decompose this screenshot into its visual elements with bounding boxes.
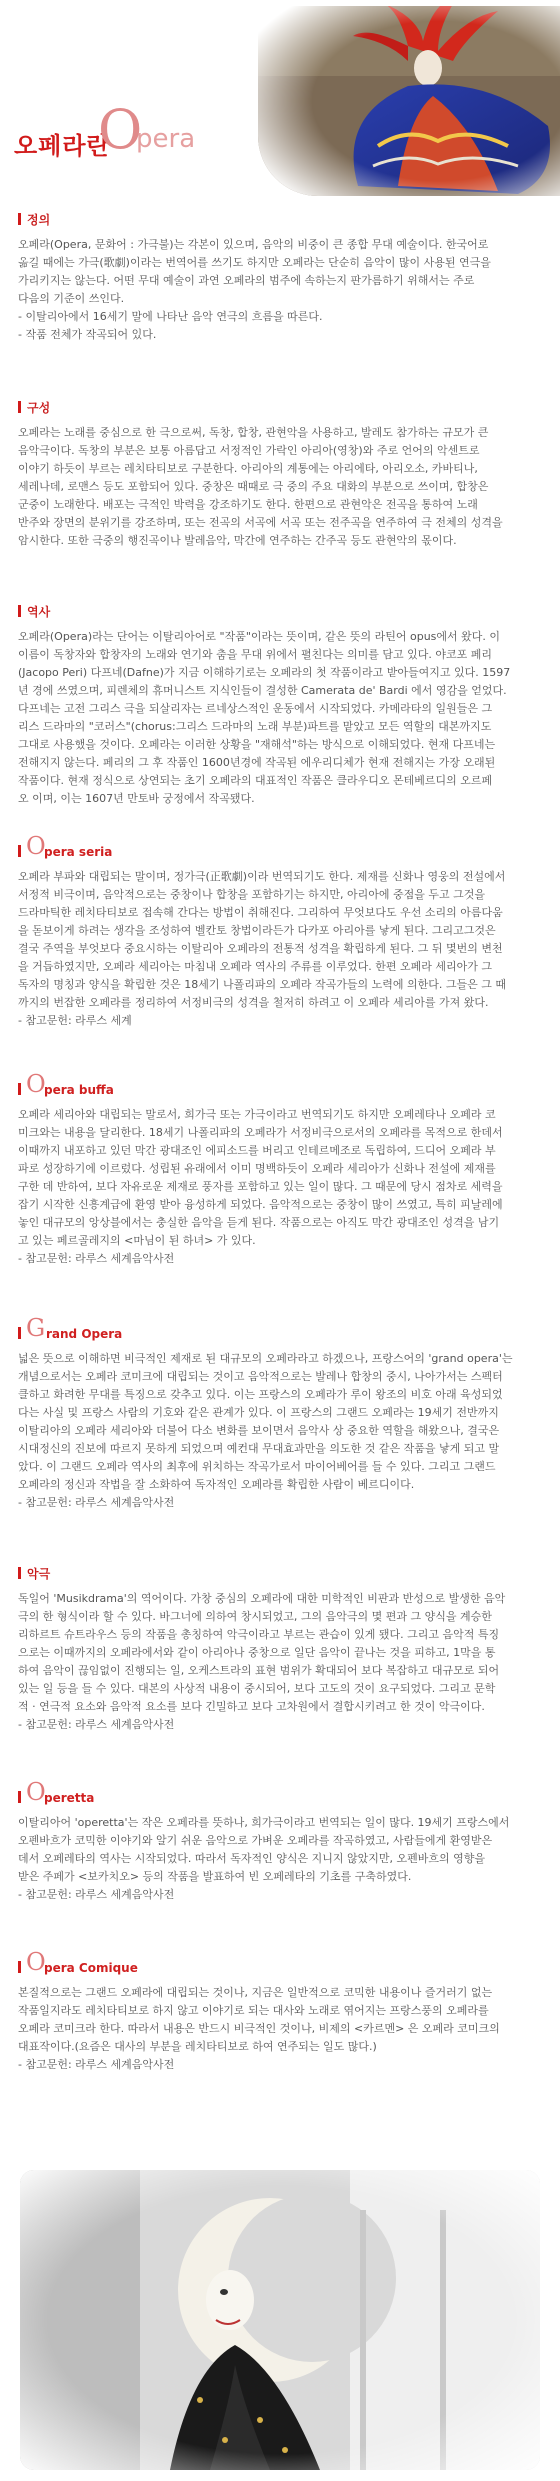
title-big-letter: O xyxy=(98,98,143,161)
section-title-rest: rand Opera xyxy=(46,1327,123,1341)
section-heading xyxy=(18,1948,544,1978)
section-title-rest: peretta xyxy=(44,1791,95,1805)
section-title: 정의 xyxy=(27,213,51,227)
section-musikdrama xyxy=(18,1562,544,1734)
bullet-marker xyxy=(18,401,21,413)
section-heading xyxy=(18,1778,544,1808)
section-opera-comique xyxy=(18,1948,544,2074)
section-title-big-letter: G xyxy=(26,1314,46,1342)
moon-mask-photo xyxy=(20,2170,540,2470)
bullet-marker xyxy=(18,845,21,857)
section-operetta xyxy=(18,1778,544,1904)
section-body: 오페라 부파와 대립되는 말이며, 정가극(正歌劇)이라 번역되기도 한다. 제재를 신화나 영웅의 전설에서 서정적 비극이며, 음악적으로는 중창이나 합창을 포함하기는 하지만, 아리아에 중점을 두고 그것을 드라마틱한 레치타티보로 접속해 간다는 방법이 취해진다. 그리하여 무엇보다도 우선 소리의 아름다움 을 돋보이게 하려는 생각을 조성하여 벨칸토 창법이라든가 다카포 아리아를 낳게 된다. 그리고그것은 결국 주역을 부엇보다 중요시하는 이탈리아 오페라의 전통적 성격을 확립하게 된다. 그 뒤 몇번의 변천 을 거듭하였지만, 오페라 세리아는 마침내 오페라 역사의 주류를 이루었다. 한편 오페라 세리아가 그 독자의 명칭과 양식을 확립한 것은 18세기 나폴리파의 오페라 작곡가들의 노력에 의한다. 그들은 그 때 까지의 번잡한 오페라를 정리하여 서정비극의 성격을 철저히 하려고 이 오페라 세리아를 가져 왔다. - 참고문헌: 라루스 세계 xyxy=(18,870,506,1027)
section-title-rest: pera Comique xyxy=(44,1961,138,1975)
section-body: 오페라(Opera, 문화어 : 가극불)는 각본이 있으며, 음악의 비중이 큰 종합 무대 예술이다. 한국어로 옮길 때에는 가극(歌劇)이라는 번역어를 쓰기도 하지만 오페라는 단순히 음악이 많이 사용된 연극을 가리키지는 않는다. 어떤 무대 예술이 과연 오페라의 범주에 속하는지 판가름하기 위해서는 주로 다음의 기준이 쓰인다. - 이탈리아에서 16세기 말에 나타난 음악 연극의 흐름을 따른다. - 작품 전체가 작곡되어 있다. xyxy=(18,238,491,341)
section-body: 오페라 세리아와 대립되는 말로서, 희가극 또는 가극이라고 번역되기도 하지만 오페레타나 오페라 코 미크와는 내용을 달리한다. 18세기 나폴리파의 오페라가 서정비극으로서의 오페라를 목적으로 한데서 이때까지 내포하고 있던 막간 광대조인 에피소드를 버리고 인테르메조로 독립하여, 드디어 오페라 부 파로 성장하기에 이르렀다. 성립된 유래에서 이미 명백하듯이 오페라 세리아가 신화나 전설에 제재를 구한 데 반하여, 보다 자유로운 제재로 풍자를 포함하고 있는 일이 많다. 그 때문에 당시 점차로 세력을 잡기 시작한 신흥계급에 환영 받아 융성하게 되었다. 음악적으로는 중창이 많이 쓰였고, 특히 피날레에 놓인 대규모의 앙상블에서는 충실한 음악을 듣게 된다. 작품으로는 아직도 막간 광대조인 성격을 남기 고 있는 페르골레지의 <마님이 된 하녀> 가 있다. - 참고문헌: 라루스 세계음악사전 xyxy=(18,1108,503,1265)
section-title: 악극 xyxy=(27,1567,51,1581)
section-body: 이탈리아어 'operetta'는 작은 오페라를 뜻하나, 희가극이라고 번역되는 일이 많다. 19세기 프랑스에서 오펜바흐가 코믹한 이야기와 알기 쉬운 음악으로 가벼운 오페라를 작곡하였고, 사람들에게 환영받은 데서 오페레타의 역사는 시작되었다. 따라서 독자적인 양식은 지니지 않았지만, 오펜바흐의 영향을 받은 주페가 <보카치오> 등의 작품을 발표하여 빈 오페레타의 기초를 구축하였다. - 참고문헌: 라루스 세계음악사전 xyxy=(18,1816,510,1901)
section-title: 구성 xyxy=(27,401,51,415)
section-heading xyxy=(18,1562,544,1584)
section-composition xyxy=(18,396,544,550)
section-body: 넓은 뜻으로 이해하면 비극적인 제재로 된 대규모의 오페라라고 하겠으나, 프랑스어의 'grand opera'는 개념으로서는 오페라 코미크에 대립되는 것이고 음악적으로는 발레나 합창의 중시, 나아가서는 스펙터 클하고 화려한 무대를 특징으로 갖추고 있다. 이는 프랑스의 오페라가 루이 왕조의 비호 아래 육성되었 다는 사실 및 프랑스 사람의 기호와 같은 관계가 있다. 이 프랑스의 그랜드 오페라는 19세기 전반까지 이탈리아의 오페라 세리아와 더불어 다소 변화를 보이면서 음악사 상 중요한 역할을 해왔으나, 결국은 시대정신의 진보에 따르지 못하게 되었으며 예컨대 무대효과만을 의도한 것 같은 작품을 낳게 되고 말 았다. 이 그랜드 오페라 역사의 최후에 위치하는 작곡가로서 마이어베어를 들 수 있다. 그리고 그랜드 오페라의 정신과 작법을 잘 소화하여 독자적인 오페라를 확립한 사람이 베르디이다. - 참고문헌: 라루스 세계음악사전 xyxy=(18,1352,513,1509)
bullet-marker xyxy=(18,605,21,617)
title-korean: 오페라란 xyxy=(14,132,111,160)
bullet-marker xyxy=(18,1083,21,1095)
section-opera-buffa xyxy=(18,1070,544,1268)
section-body: 오페라는 노래를 중심으로 한 극으로써, 독창, 합창, 관현악을 사용하고, 발레도 참가하는 규모가 큰 음악극이다. 독창의 부분은 보통 아름답고 서정적인 가락인 아리아(영창)와 주로 언어의 악센트로 이야기 하듯이 부르는 레치타티보로 구분한다. 아리아의 계통에는 아리에타, 아리오소, 카바티나, 세레나데, 로맨스 등도 포함되어 있다. 중창은 때때로 극 중의 주요 대화의 부분으로 쓰이며, 합창은 군중이 노래한다. 배포는 극적인 박력을 강조하기도 한다. 한편으로 관현악은 전곡을 통하여 노래 반주와 장면의 분위기를 강조하며, 또는 전곡의 서곡에 서곡 또는 전주곡을 연주하여 극 전체의 성격을 암시한다. 또한 극중의 행진곡이나 발레음악, 막간에 연주하는 간주곡 등도 관현악의 몫이다. xyxy=(18,426,503,547)
section-heading xyxy=(18,1070,544,1100)
section-body: 오페라(Opera)라는 단어는 이탈리아어로 "작품"이라는 뜻이며, 같은 뜻의 라틴어 opus에서 왔다. 이 이름이 독창자와 합창자의 노래와 연기와 춤을 무대 위에서 펼친다는 의미를 담고 있다. 야코포 페리 (Jacopo Peri) 다프네(Dafne)가 지금 이해하기로는 오페라의 첫 작품이라고 받아들여지고 있다. 1597 년 경에 쓰였으며, 피렌체의 휴머니스트 지식인들이 결성한 Camerata de' Bardi 에서 영감을 얻었다. 다프네는 고전 그리스 극을 되살리자는 르네상스적인 운동에서 시작되었다. 카메라타의 일원들은 그 리스 드라마의 "코러스"(chorus:그리스 드라마의 노래 부분)파트를 맡았고 모든 역할의 대본까지도 그대로 사용했을 것이다. 오페라는 이러한 상황을 "재해석"하는 방식으로 이해되었다. 현재 다프네는 전해지지 않는다. 페리의 그 후 작품인 1600년경에 작곡된 에우리디체가 현재 전해지는 가장 오래된 작품이다. 현재 정식으로 상연되는 초기 오페라의 대표적인 작품은 클라우디오 몬테베르디의 오르페 오 이며, 이는 1607년 만토바 궁정에서 작곡됐다. xyxy=(18,630,511,805)
section-heading xyxy=(18,1314,544,1344)
section-heading xyxy=(18,208,544,230)
bullet-marker xyxy=(18,1327,21,1339)
section-title-rest: pera buffa xyxy=(44,1083,114,1097)
bullet-marker xyxy=(18,213,21,225)
section-heading xyxy=(18,832,544,862)
bullet-marker xyxy=(18,1791,21,1803)
section-title-big-letter: O xyxy=(26,1778,46,1806)
title-latin-rest: pera xyxy=(136,124,196,154)
section-definition xyxy=(18,208,544,344)
section-body: 본질적으로는 그랜드 오페라에 대립되는 것이나, 지금은 일반적으로 코믹한 내용이나 즐거러기 없는 작품일지라도 레치타티보로 하지 않고 이야기로 되는 대사와 노래로 엮어지는 프랑스풍의 오페라를 오페라 코미크라 한다. 따라서 내용은 반드시 비극적인 것이나, 비제의 <카르멘> 은 오페라 코미크의 대표작이다.(요즘은 대사의 부분을 레치타티보로 하여 연주되는 일도 많다.) - 참고문헌: 라루스 세계음악사전 xyxy=(18,1986,500,2071)
section-body: 독일어 'Musikdrama'의 역어이다. 가창 중심의 오페라에 대한 미학적인 비판과 반성으로 발생한 음악 극의 한 형식이라 할 수 있다. 바그너에 의하여 창시되었고, 그의 음악극의 몇 편과 그 양식을 계승한 리하르트 슈트라우스 등의 작품을 총칭하여 악극이라고 부르는 관습이 있게 됐다. 그리고 음악적 특징 으로는 이때까지의 오페라에서와 같이 아리아나 중창으로 일단 음악이 끝나는 것을 피하고, 1막을 통 하여 음악이 끊임없이 진행되는 일, 오케스트라의 표현 범위가 확대되어 보다 복잡하고 대규모로 되어 있는 일 등을 들 수 있다. 대본의 사상적 내용이 중시되어, 보다 고도의 것이 요구되었다. 그리고 문학 적 · 연극적 요소와 음악적 요소를 보다 긴밀하고 보다 고차원에서 결합시키려고 한 것이 악극이다. - 참고문헌: 라루스 세계음악사전 xyxy=(18,1592,506,1731)
section-heading xyxy=(18,396,544,418)
carnival-costume-photo xyxy=(258,6,560,196)
section-heading xyxy=(18,600,544,622)
section-title: 역사 xyxy=(27,605,51,619)
bullet-marker xyxy=(18,1961,21,1973)
section-title-big-letter: O xyxy=(26,832,46,860)
section-title-big-letter: O xyxy=(26,1948,46,1976)
page-title xyxy=(14,98,274,166)
bullet-marker xyxy=(18,1567,21,1579)
section-opera-seria xyxy=(18,832,544,1030)
section-title-big-letter: O xyxy=(26,1070,46,1098)
section-grand-opera xyxy=(18,1314,544,1512)
header xyxy=(0,0,560,200)
section-title-rest: pera seria xyxy=(44,845,113,859)
section-history xyxy=(18,600,544,808)
